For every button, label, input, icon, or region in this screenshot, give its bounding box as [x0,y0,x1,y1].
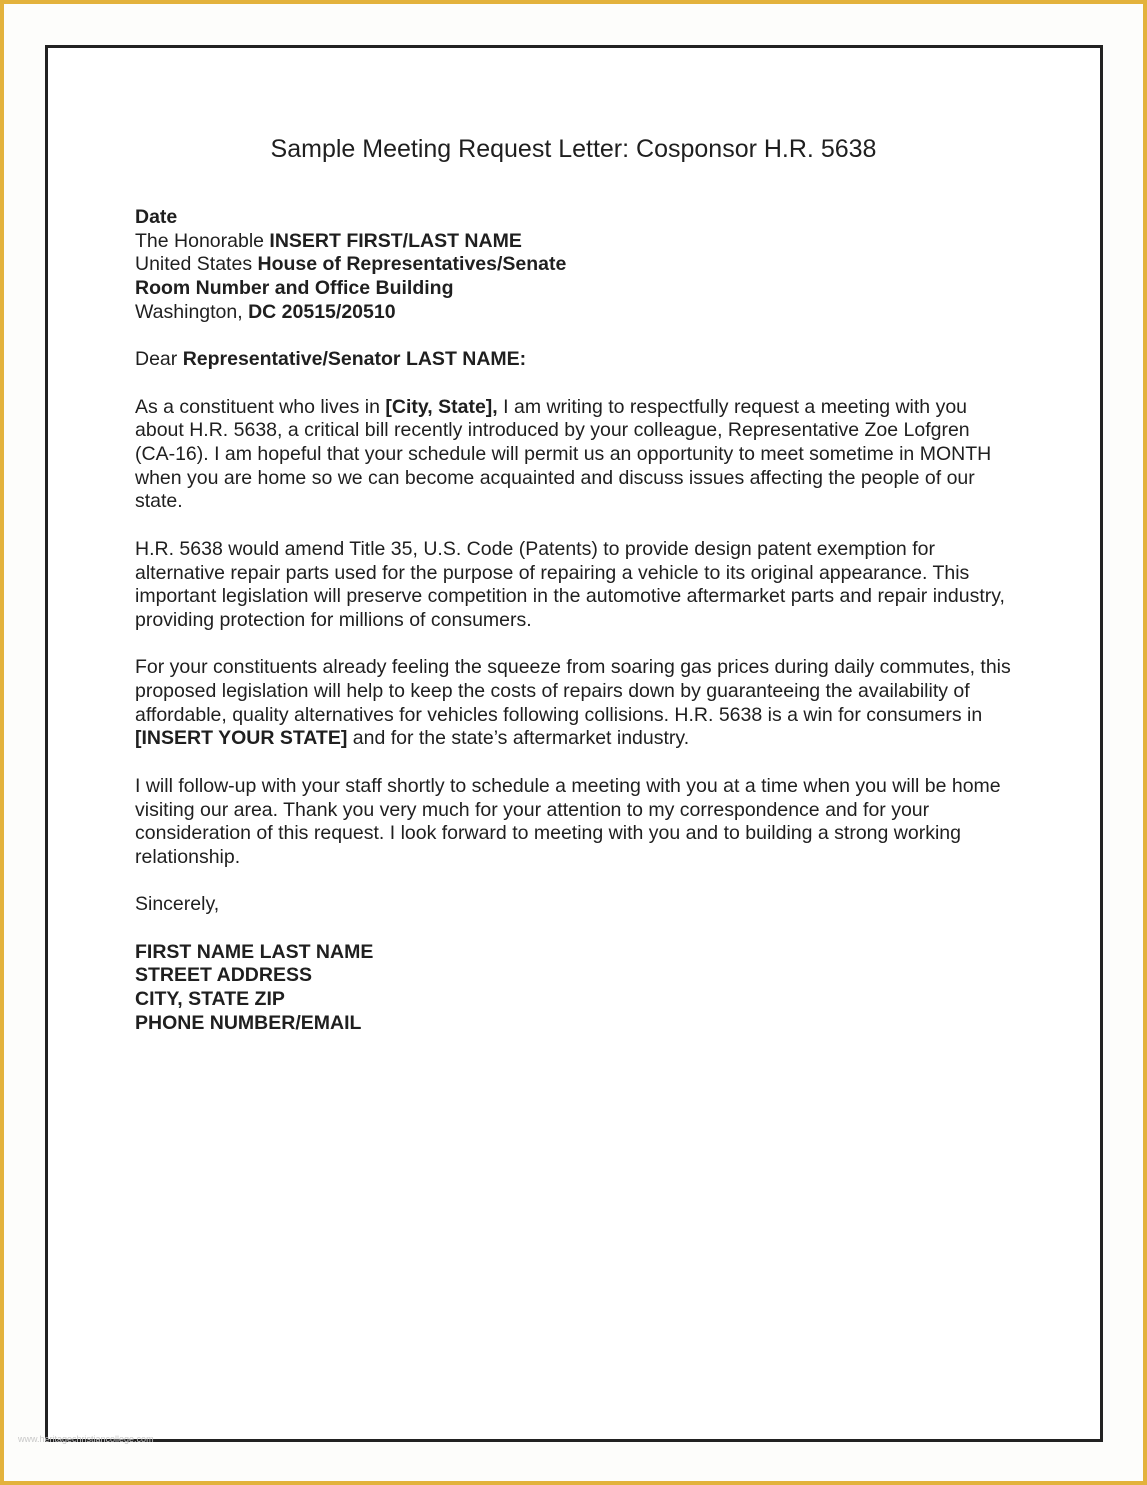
signature-name [135,941,1015,965]
closing: Sincerely, [135,893,220,916]
paragraph-1 [135,396,1015,515]
watermark: www.heritagechristiancollege.com [18,1434,154,1444]
state-placeholder: [INSERT YOUR STATE] [135,727,348,750]
address-line-4 [135,301,1015,325]
paragraph-text: and for the state’s aftermarket industry. [347,727,690,750]
date-line [135,206,1015,230]
signature-contact-text: PHONE NUMBER/EMAIL [135,1011,362,1034]
address-line-1 [135,230,1015,254]
signature-street-text: STREET ADDRESS [135,964,312,987]
recipient-chamber: House of Representatives/Senate [257,253,567,276]
address-line-2 [135,253,1015,277]
signature-contact [135,1012,1015,1036]
salutation-name: Representative/Senator LAST NAME: [182,348,527,371]
letter-body [135,206,1015,1036]
paragraph-3 [135,656,1015,751]
date-label: Date [135,206,178,228]
recipient-zip: DC 20515/20510 [248,300,396,323]
signature-street [135,964,1015,988]
signature-city-text: CITY, STATE ZIP [135,988,285,1011]
address-prefix: The Honorable [135,229,270,252]
signature-city [135,988,1015,1012]
signature-name-text: FIRST NAME LAST NAME [135,940,374,963]
address-line-3 [135,277,1015,301]
city-state-placeholder: [City, State], [385,395,498,418]
recipient-office: Room Number and Office Building [135,277,454,300]
recipient-name: INSERT FIRST/LAST NAME [269,229,522,252]
paragraph-text: As a constituent who lives in [135,395,386,418]
salutation [135,348,1015,372]
paragraph-text: For your constituents already feeling the squeeze from soaring gas prices during daily commutes, this proposed legislation will help to keep the costs of repairs down by guaranteeing the availability of affordable, quality alternatives for vehicles following collisions. H.R. 5638 is a win for consumers in [135,656,1011,726]
paragraph-2: H.R. 5638 would amend Title 35, U.S. Code (Patents) to provide design patent exemption for alternative repair parts used for the purpose of repairing a vehicle to its original appearance. This important legislation will preserve competition in the automotive aftermarket parts and repair industry, providing protection for millions of consumers. [135,537,1005,631]
address-prefix: Washington, [135,300,249,323]
letter-title: Sample Meeting Request Letter: Cosponsor H.R. 5638 [270,135,877,163]
paragraph-4: I will follow-up with your staff shortly to schedule a meeting with you at a time when you will be home visiting our area. Thank you very much for your attention to my correspondence and for your consideration of this request. I look forward to meeting with you and to building a strong working relationship. [135,774,1001,868]
address-prefix: United States [135,253,258,276]
paragraph-text: I am writing to respectfully request a meeting with you about H.R. 5638, a critical bill recently introduced by your colleague, Representative Zoe Lofgren (CA-16). I am hopeful that your schedule will permit us an opportunity to meet sometime in MONTH when you are home so we can become acquainted and discuss issues affecting the people of our state. [135,395,992,513]
salutation-prefix: Dear [135,348,183,371]
